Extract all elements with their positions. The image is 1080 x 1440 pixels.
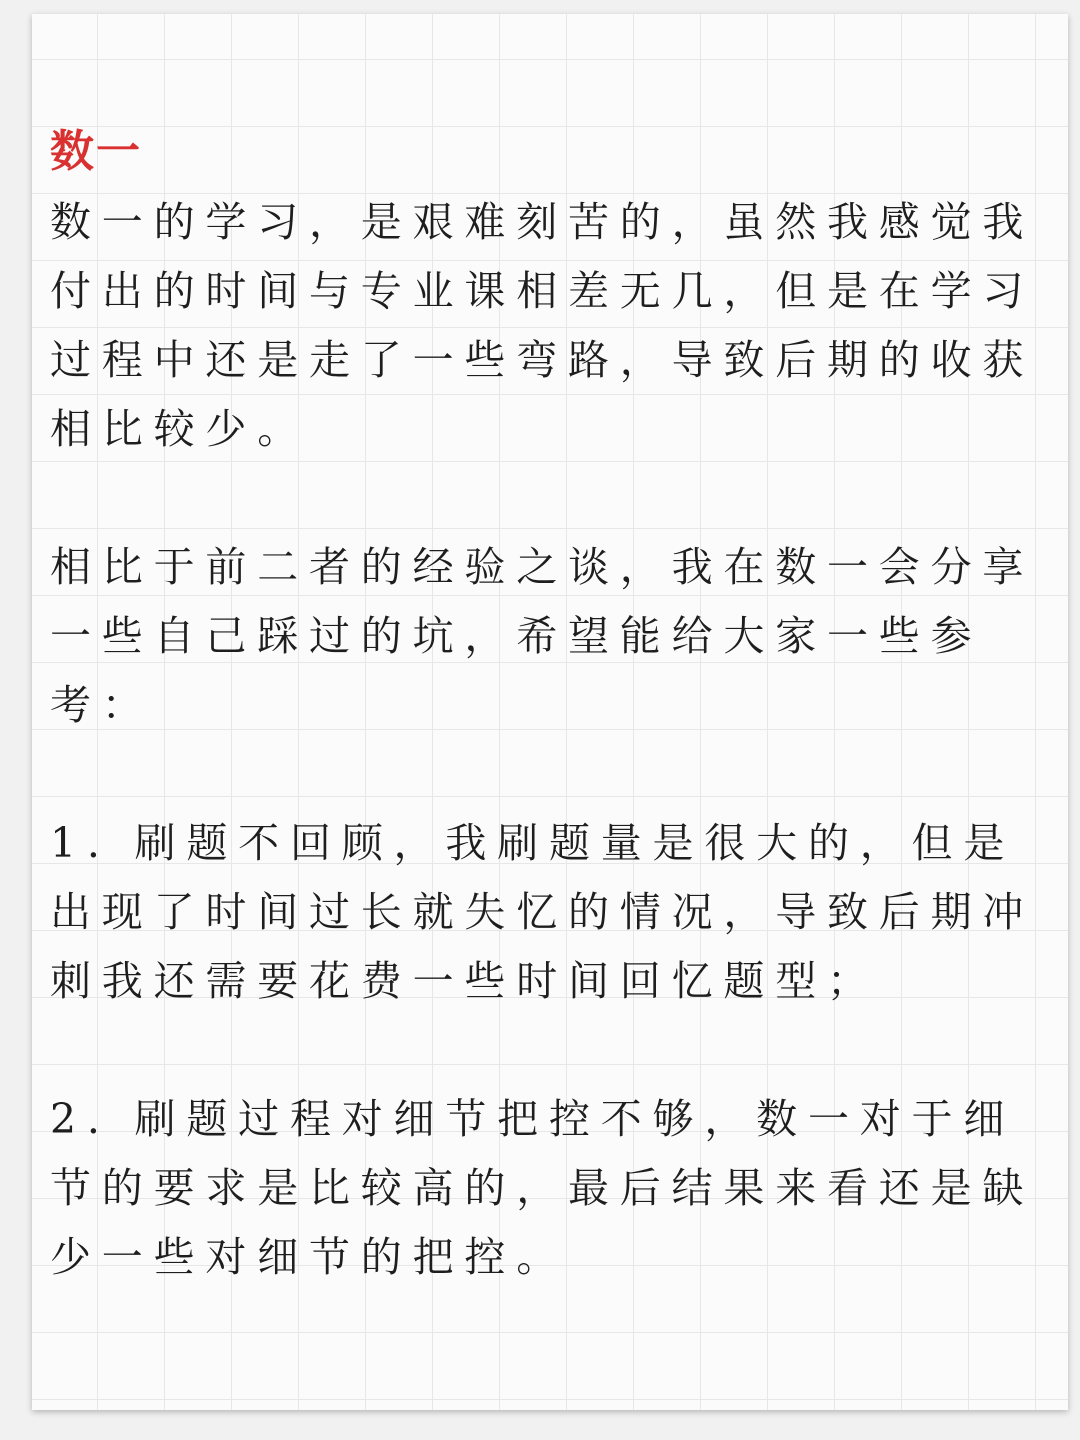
grid-paper-page — [32, 14, 1068, 1410]
paragraph-point-2: 2. 刷题过程对细节把控不够，数一对于细节的要求是比较高的，最后结果来看还是缺少一些对细节的把控。 — [50, 1095, 1035, 1281]
paragraph-intro: 数一的学习，是艰难刻苦的，虽然我感觉我付出的时间与专业课相差无几，但是在学习过程中还是走了一些弯路，导致后期的收获相比较少。 — [50, 198, 1035, 453]
note-content — [50, 124, 1050, 1361]
paragraph-point-1: 1. 刷题不回顾，我刷题量是很大的，但是出现了时间过长就失忆的情况，导致后期冲刺我还需要花费一些时间回忆题型； — [50, 819, 1035, 1005]
section-heading: 数一 — [50, 126, 142, 177]
paragraph-sharing: 相比于前二者的经验之谈，我在数一会分享一些自己踩过的坑，希望能给大家一些参考： — [50, 543, 1035, 729]
